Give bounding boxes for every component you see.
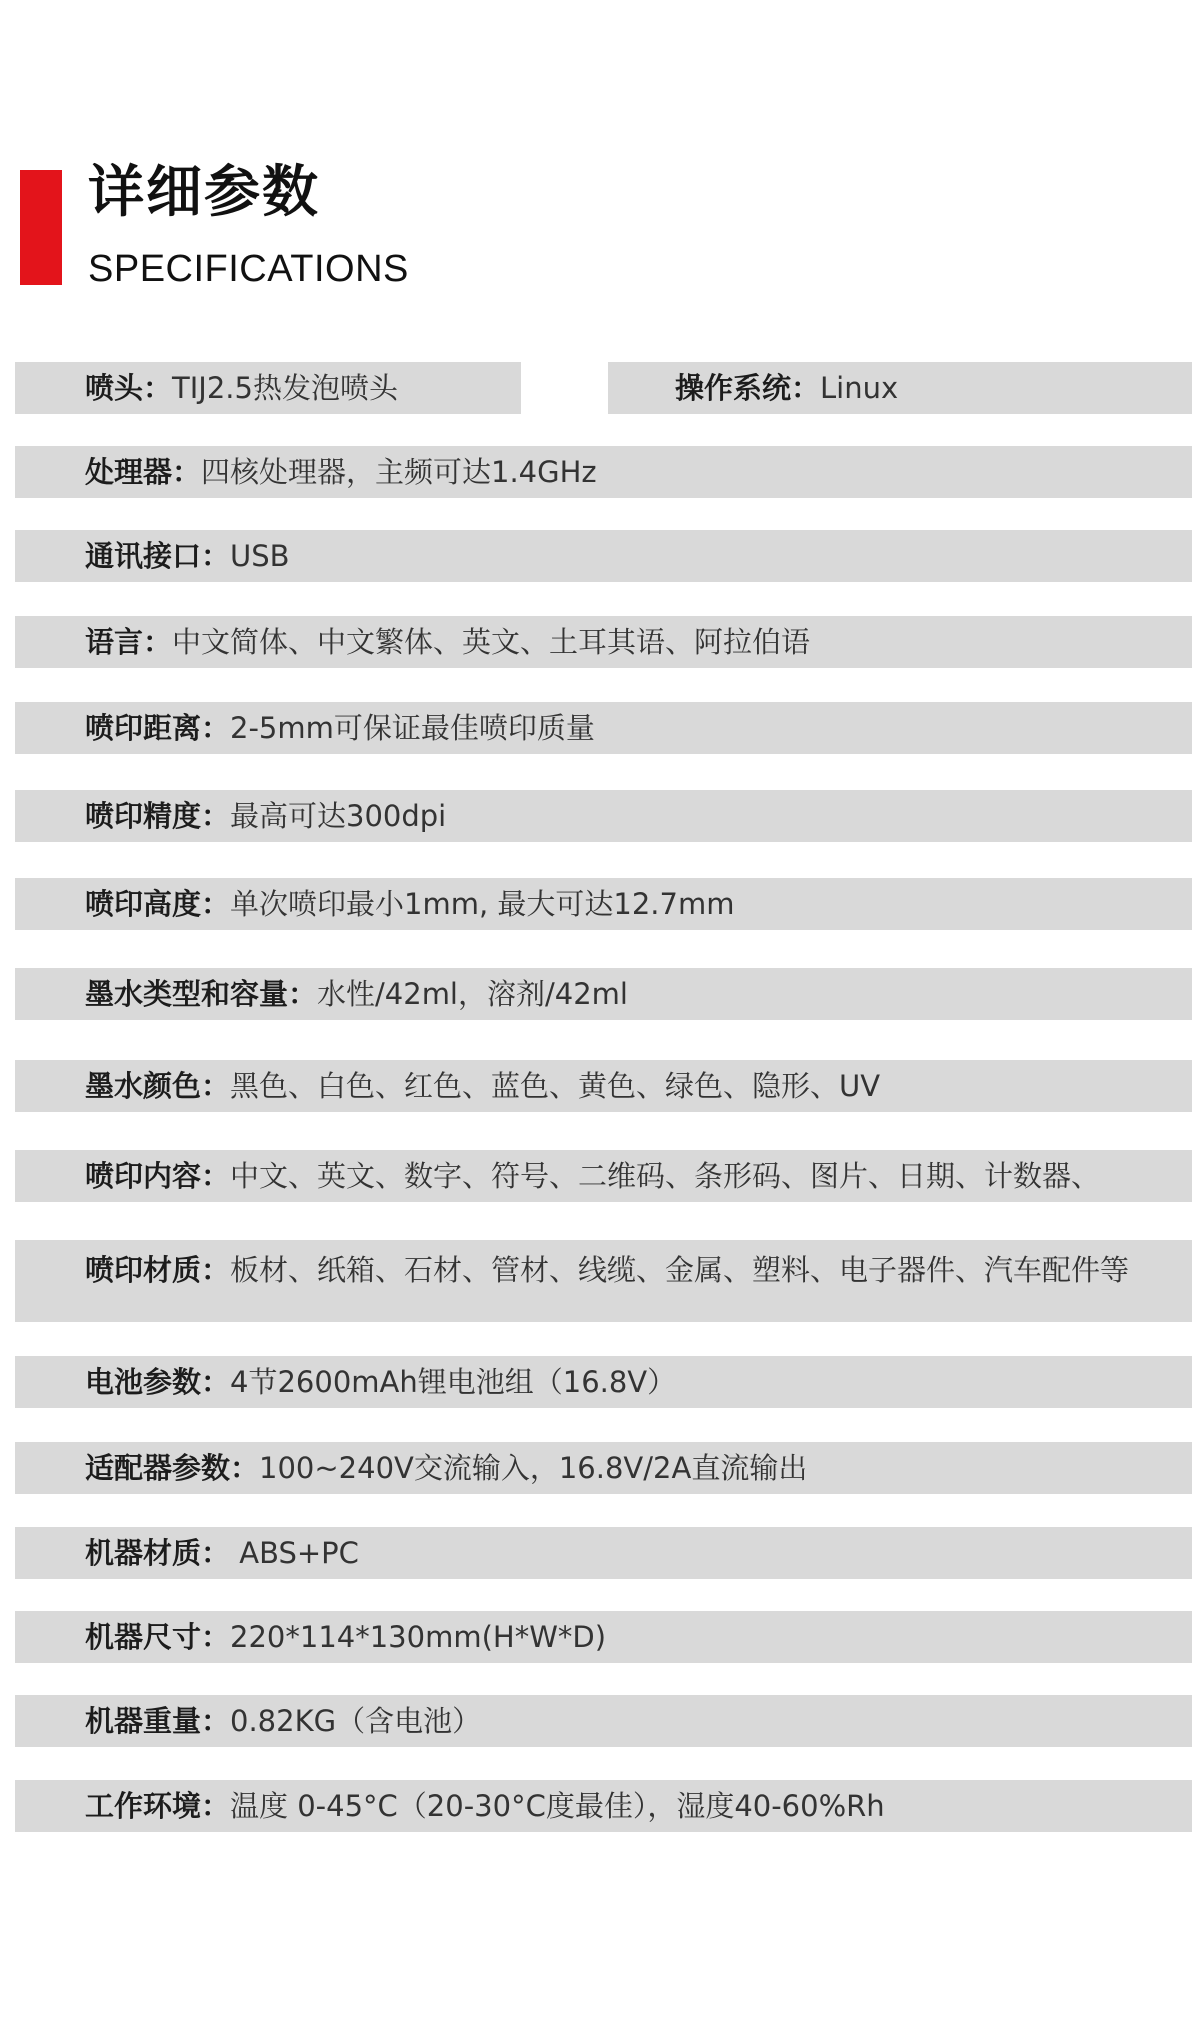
spec-row-ink-color: [15, 1060, 1192, 1112]
spec-row-interface: [15, 530, 1192, 582]
spec-label: 机器重量：: [85, 1703, 231, 1738]
spec-row-os: [608, 362, 1192, 414]
spec-value: 中文简体、中文繁体、英文、土耳其语、阿拉伯语: [172, 624, 811, 659]
spec-value: 0.82KG（含电池）: [230, 1703, 482, 1738]
spec-value: 单次喷印最小1mm, 最大可达12.7mm: [230, 886, 735, 921]
spec-row-ink-type: [15, 968, 1192, 1020]
spec-label: 语言：: [85, 624, 173, 659]
spec-row-print-material: [15, 1240, 1192, 1322]
spec-label: 喷印精度：: [85, 798, 231, 833]
spec-value: TIJ2.5热发泡喷头: [172, 370, 398, 405]
spec-row-nozzle: [15, 362, 521, 414]
spec-label: 机器材质：: [85, 1535, 231, 1570]
spec-row-print-height: [15, 878, 1192, 930]
spec-value: 四核处理器，主频可达1.4GHz: [201, 454, 597, 489]
spec-row-dimensions: [15, 1611, 1192, 1663]
spec-value: Linux: [820, 370, 899, 405]
spec-label: 电池参数：: [85, 1364, 231, 1399]
spec-row-print-resolution: [15, 790, 1192, 842]
spec-label: 喷印材质：: [85, 1253, 231, 1287]
page-title-en: SPECIFICATIONS: [88, 248, 409, 290]
spec-label: 墨水颜色：: [85, 1068, 231, 1103]
spec-header: [0, 0, 1200, 300]
spec-label: 喷头：: [85, 370, 173, 405]
spec-label: 通讯接口：: [85, 538, 231, 573]
spec-value: 2-5mm可保证最佳喷印质量: [230, 710, 595, 745]
spec-row-weight: [15, 1695, 1192, 1747]
spec-row-print-content: [15, 1150, 1192, 1202]
spec-label: 处理器：: [85, 454, 202, 489]
spec-row-environment: [15, 1780, 1192, 1832]
spec-row-battery: [15, 1356, 1192, 1408]
spec-value: USB: [230, 538, 290, 573]
spec-value: 水性/42ml，溶剂/42ml: [317, 976, 628, 1011]
spec-row-material: [15, 1527, 1192, 1579]
spec-row-processor: [15, 446, 1192, 498]
spec-label: 工作环境：: [85, 1788, 231, 1823]
spec-value: 最高可达300dpi: [230, 798, 447, 833]
spec-label: 操作系统：: [675, 370, 821, 405]
spec-value: 温度 0-45°C（20-30°C度最佳），湿度40-60%Rh: [230, 1788, 885, 1823]
spec-label: 喷印距离：: [85, 710, 231, 745]
spec-row-language: [15, 616, 1192, 668]
spec-value: 黑色、白色、红色、蓝色、黄色、绿色、隐形、UV: [230, 1068, 881, 1103]
spec-row-print-distance: [15, 702, 1192, 754]
spec-label: 喷印内容：: [85, 1158, 231, 1193]
page-title-cn: 详细参数: [88, 160, 320, 225]
spec-value: 4节2600mAh锂电池组（16.8V）: [230, 1364, 677, 1399]
spec-value: 220*114*130mm(H*W*D): [230, 1619, 607, 1654]
spec-label: 喷印高度：: [85, 886, 231, 921]
accent-bar: [20, 170, 62, 285]
spec-value: 中文、英文、数字、符号、二维码、条形码、图片、日期、计数器、: [230, 1158, 1101, 1193]
spec-row-adapter: [15, 1442, 1192, 1494]
spec-value: 板材、纸箱、石材、管材、线缆、金属、塑料、电子器件、汽车配件等: [230, 1253, 1130, 1287]
spec-value: ABS+PC: [230, 1535, 359, 1570]
spec-value: 100~240V交流输入，16.8V/2A直流输出: [259, 1450, 808, 1485]
spec-label: 机器尺寸：: [85, 1619, 231, 1654]
spec-label: 适配器参数：: [85, 1450, 260, 1485]
spec-label: 墨水类型和容量：: [85, 976, 318, 1011]
